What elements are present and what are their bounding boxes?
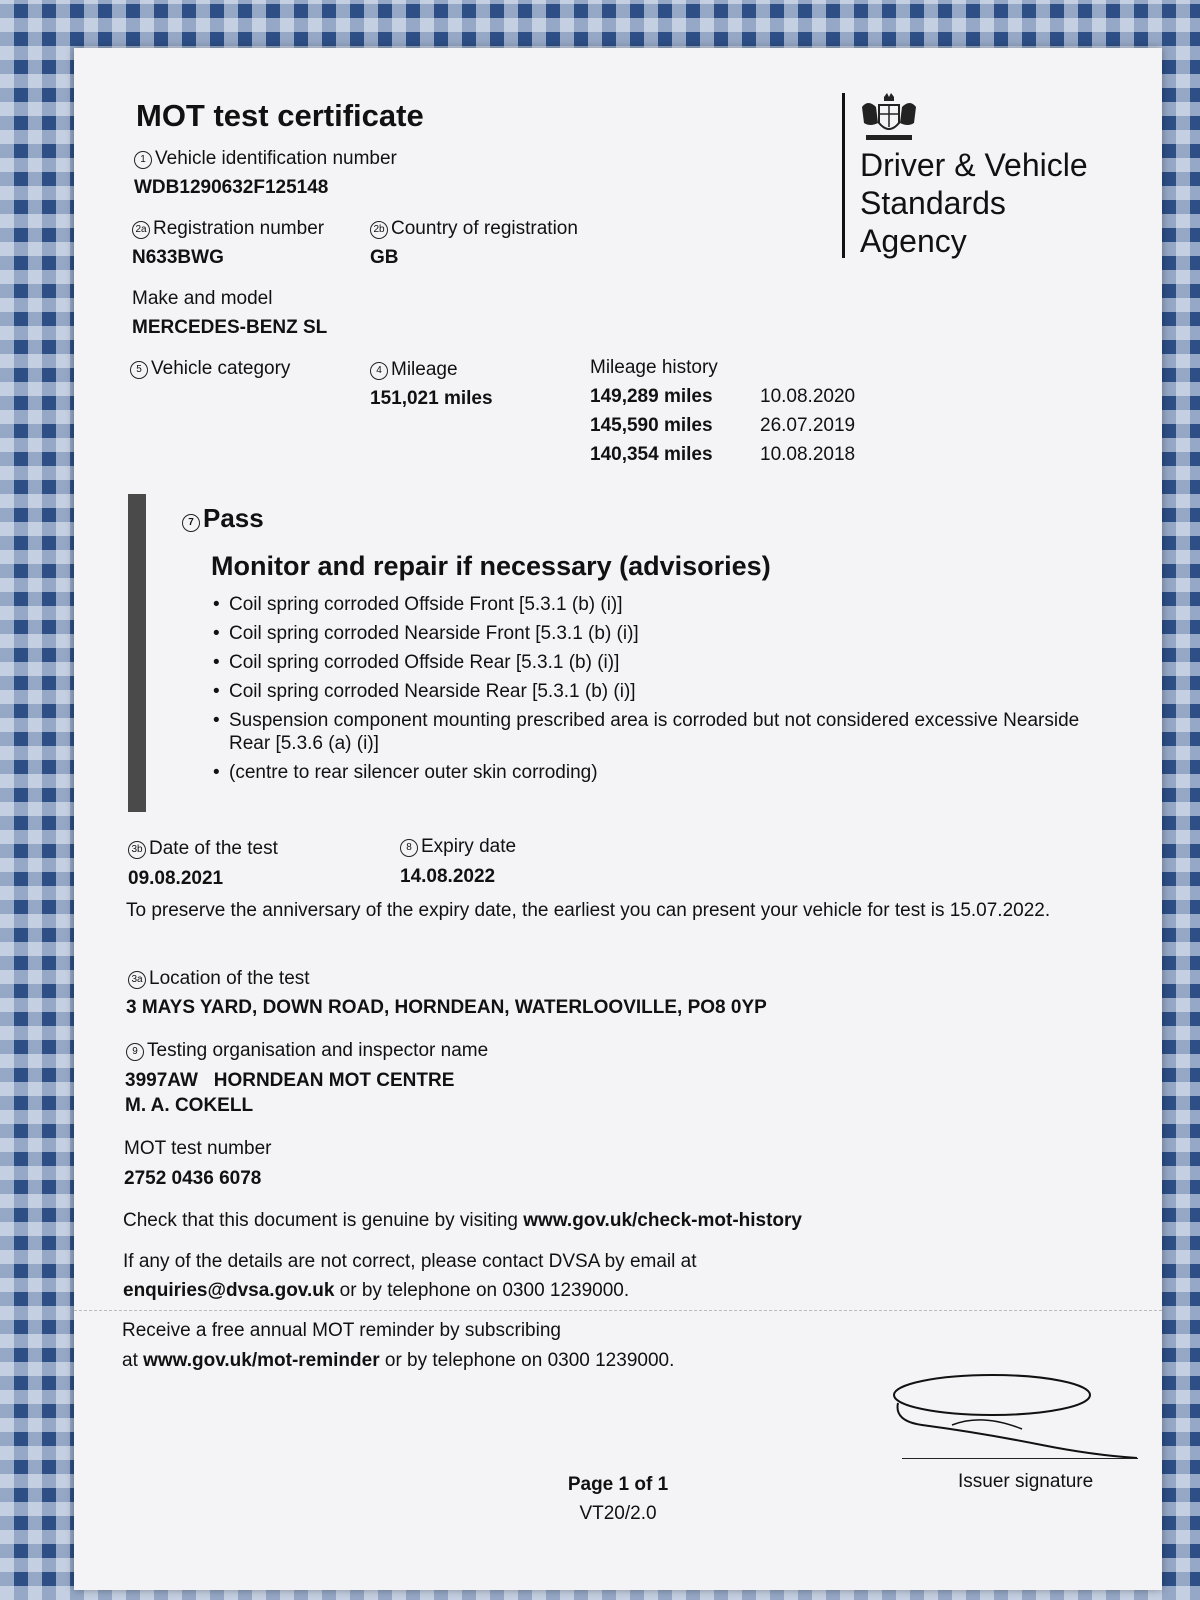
contact-details: enquiries@dvsa.gov.uk or by telephone on 0300 1239000. — [123, 1280, 630, 1301]
advisory-item: • Suspension component mounting prescribed area is corroded but not considered excessive Nearside Rear [5.3.6 (a) (i)] — [211, 709, 1111, 755]
signature-label: Issuer signature — [958, 1471, 1094, 1492]
make-model-label: Make and model — [132, 288, 273, 309]
mileage-history-row: 145,590 miles 26.07.2019 — [590, 415, 856, 436]
mileage-value: 151,021 miles — [370, 388, 493, 409]
mot-reminder-link: www.gov.uk/mot-reminder — [143, 1350, 380, 1371]
expiry-date-value: 14.08.2022 — [400, 866, 496, 887]
certificate-paper — [74, 48, 1162, 1590]
result-indicator-bar — [128, 494, 146, 812]
make-model-value: MERCEDES-BENZ SL — [132, 317, 328, 338]
contact-email: enquiries@dvsa.gov.uk — [123, 1280, 335, 1301]
advisory-item: • (centre to rear silencer outer skin corroding) — [211, 761, 1111, 784]
advisories-heading: Monitor and repair if necessary (advisories) — [211, 551, 771, 581]
agency-divider — [842, 93, 845, 258]
country-label: 2b Country of registration — [370, 218, 578, 240]
agency-name: Driver & Vehicle Standards Agency — [860, 147, 1088, 259]
field-number-badge: 3a — [128, 971, 146, 989]
test-date-value: 09.08.2021 — [128, 868, 224, 889]
tear-line — [74, 1310, 1162, 1311]
registration-value: N633BWG — [132, 247, 224, 268]
test-number-value: 2752 0436 6078 — [124, 1168, 262, 1189]
field-number-badge: 7 — [182, 514, 200, 532]
field-number-badge: 3b — [128, 841, 146, 859]
mileage-history-row: 149,289 miles 10.08.2020 — [590, 386, 856, 407]
mileage-label: 4 Mileage — [370, 359, 458, 381]
genuine-check-note: Check that this document is genuine by visiting www.gov.uk/check-mot-history — [123, 1210, 802, 1231]
document-title: MOT test certificate — [136, 98, 424, 133]
contact-note: If any of the details are not correct, please contact DVSA by email at — [123, 1251, 697, 1272]
advisories-list — [211, 593, 1111, 790]
advisory-item: • Coil spring corroded Offside Rear [5.3.1 (b) (i)] — [211, 651, 1111, 674]
inspector-name: M. A. COKELL — [125, 1095, 254, 1116]
expiry-date-label: 8 Expiry date — [400, 836, 516, 858]
country-value: GB — [370, 247, 399, 268]
field-number-badge: 9 — [126, 1043, 144, 1061]
anniversary-note: To preserve the anniversary of the expiry date, the earliest you can present your vehicle for test is 15.07.2022. — [126, 900, 1051, 921]
location-label: 3a Location of the test — [128, 968, 310, 990]
reminder-details: at www.gov.uk/mot-reminder or by telephone on 0300 1239000. — [122, 1350, 675, 1371]
location-value: 3 MAYS YARD, DOWN ROAD, HORNDEAN, WATERLOOVILLE, PO8 0YP — [126, 997, 767, 1018]
issuer-signature — [892, 1373, 1142, 1468]
page-number: Page 1 of 1 — [567, 1474, 669, 1495]
field-number-badge: 5 — [130, 361, 148, 379]
test-result: 7 Pass — [182, 503, 264, 534]
organisation-label: 9 Testing organisation and inspector name — [126, 1040, 488, 1062]
field-number-badge: 4 — [370, 362, 388, 380]
mileage-history-label: Mileage history — [590, 357, 718, 378]
registration-label: 2a Registration number — [132, 218, 324, 240]
field-number-badge: 2a — [132, 221, 150, 239]
vehicle-category-label: 5 Vehicle category — [130, 358, 290, 380]
signature-line — [902, 1458, 1138, 1459]
advisory-item: • Coil spring corroded Nearside Front [5.3.1 (b) (i)] — [211, 622, 1111, 645]
advisory-item: • Coil spring corroded Offside Front [5.3.1 (b) (i)] — [211, 593, 1111, 616]
organisation-value: 3997AW HORNDEAN MOT CENTRE — [125, 1070, 455, 1091]
vin-label: 1 Vehicle identification number — [134, 148, 397, 170]
advisory-item: • Coil spring corroded Nearside Rear [5.3.1 (b) (i)] — [211, 680, 1111, 703]
test-date-label: 3b Date of the test — [128, 838, 278, 860]
form-code: VT20/2.0 — [579, 1503, 657, 1524]
field-number-badge: 8 — [400, 839, 418, 857]
royal-coat-of-arms-icon — [856, 93, 922, 145]
field-number-badge: 2b — [370, 221, 388, 239]
vin-value: WDB1290632F125148 — [134, 177, 329, 198]
mileage-history-row: 140,354 miles 10.08.2018 — [590, 444, 856, 465]
test-number-label: MOT test number — [124, 1138, 272, 1159]
field-number-badge: 1 — [134, 151, 152, 169]
check-mot-history-link: www.gov.uk/check-mot-history — [523, 1210, 802, 1231]
reminder-note: Receive a free annual MOT reminder by subscribing — [122, 1320, 561, 1341]
